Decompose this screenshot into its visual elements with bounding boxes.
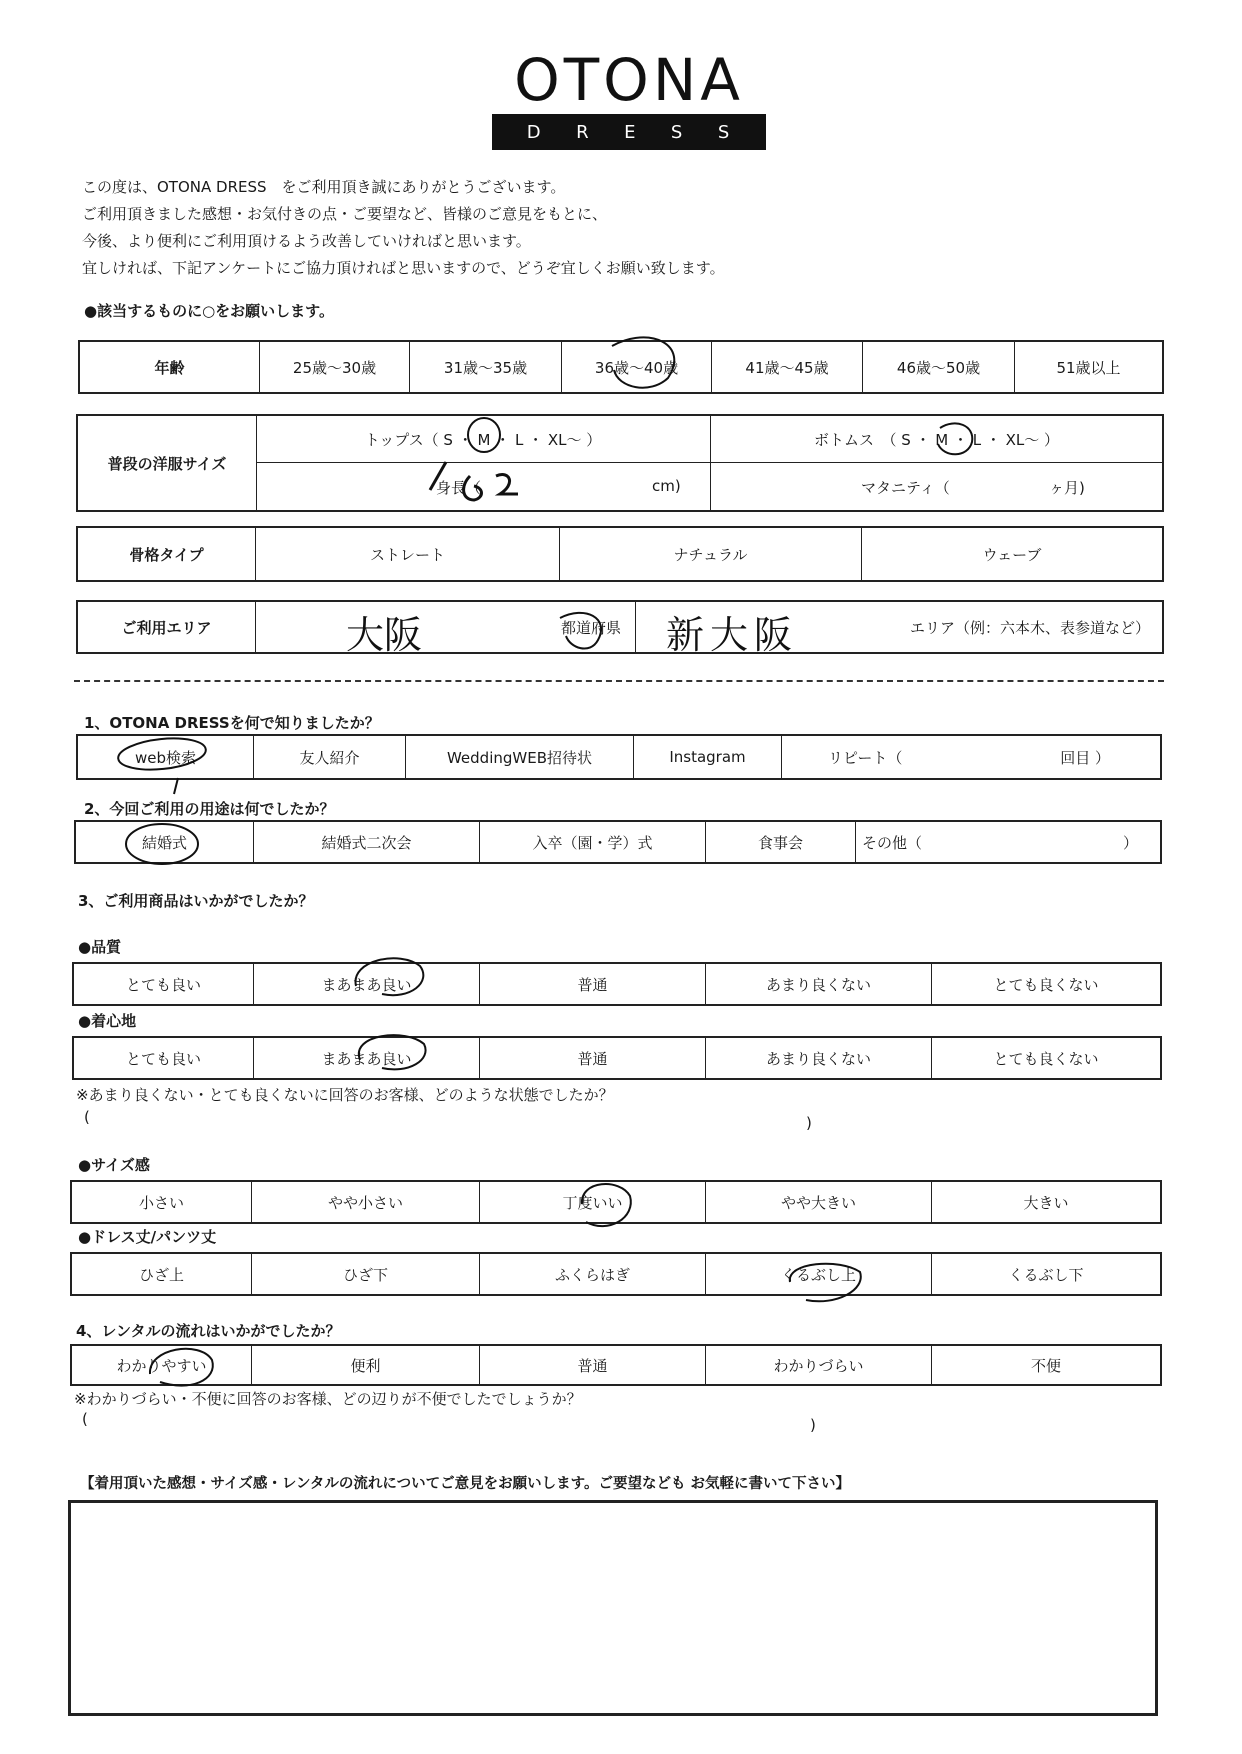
- length-option[interactable]: ひざ上: [72, 1254, 252, 1294]
- q1-title: 1、OTONA DRESSを何で知りましたか？: [84, 714, 380, 732]
- comfort-note-open: (: [84, 1108, 90, 1126]
- age-option[interactable]: 41歳～45歳: [712, 342, 863, 392]
- repeat-count-suffix: 回目 ）: [1060, 748, 1110, 767]
- other-label: その他（: [862, 833, 923, 852]
- q4-note-close: ): [810, 1416, 816, 1434]
- fit-option[interactable]: やや大きい: [706, 1182, 932, 1222]
- q4-option[interactable]: わかりやすい: [72, 1346, 252, 1384]
- q2-option[interactable]: 入卒（園・学）式: [480, 822, 706, 862]
- prefecture-handwritten: 大阪: [346, 613, 423, 657]
- age-option[interactable]: 25歳～30歳: [260, 342, 410, 392]
- area-field[interactable]: [636, 602, 1162, 657]
- q1-row: [76, 734, 1162, 780]
- comfort-option[interactable]: 普通: [480, 1038, 706, 1078]
- bottoms-size-field[interactable]: ボトムス （ S ・ M ・ L ・ XL～ ）: [813, 430, 1060, 449]
- area-suffix: エリア（例：六本木、表参道など）: [909, 618, 1150, 637]
- area-label: ご利用エリア: [78, 602, 256, 652]
- q1-option[interactable]: WeddingWEB招待状: [406, 736, 634, 778]
- q1-option[interactable]: Instagram: [634, 736, 782, 778]
- prefecture-suffix: 都道府県: [560, 618, 621, 637]
- q4-option[interactable]: 便利: [252, 1346, 480, 1384]
- q3-title: 3、ご利用商品はいかがでしたか？: [78, 892, 314, 910]
- q2-option[interactable]: 結婚式: [76, 822, 254, 862]
- q2-row: [74, 820, 1162, 864]
- age-option[interactable]: 46歳～50歳: [863, 342, 1015, 392]
- logo-word: OTONA: [514, 46, 744, 114]
- comfort-note: ※あまり良くない・とても良くないに回答のお客様、どのような状態でしたか？: [76, 1086, 614, 1104]
- frame-type-label: 骨格タイプ: [78, 528, 256, 580]
- fit-option[interactable]: 大きい: [1023, 1193, 1069, 1212]
- q4-note-open: (: [82, 1410, 88, 1428]
- quality-option[interactable]: 普通: [480, 964, 706, 1004]
- maternity-prefix: マタニティ（: [861, 479, 950, 497]
- q1-option[interactable]: 友人紹介: [254, 736, 406, 778]
- comfort-option[interactable]: とても良い: [74, 1038, 254, 1078]
- age-label: 年齢: [80, 342, 260, 392]
- logo-sub-bar: [492, 114, 766, 150]
- prefecture-field[interactable]: [256, 602, 636, 657]
- logo-letter: S: [670, 121, 685, 143]
- age-option[interactable]: 51歳以上: [1056, 358, 1121, 377]
- logo-letter: S: [717, 121, 732, 143]
- quality-option[interactable]: まあまあ良い: [254, 964, 480, 1004]
- q2-other-option[interactable]: [856, 822, 1160, 862]
- quality-option[interactable]: あまり良くない: [706, 964, 932, 1004]
- q2-title: 2、今回ご利用の用途は何でしたか？: [84, 800, 335, 818]
- area-row: [76, 600, 1164, 657]
- intro-line: ご利用頂きました感想・お気付きの点・ご要望など、皆様のご意見をもとに、: [82, 205, 608, 223]
- age-option[interactable]: 36歳～40歳: [562, 342, 712, 392]
- height-suffix: cm): [652, 477, 681, 495]
- quality-option[interactable]: とても良くない: [993, 975, 1099, 994]
- comment-title: 【着用頂いた感想・サイズ感・レンタルの流れについてご意見をお願いします。ご要望なども お気軽に書いて下さい】: [80, 1476, 850, 1492]
- q1-repeat-option[interactable]: [782, 736, 1160, 778]
- comfort-option[interactable]: あまり良くない: [706, 1038, 932, 1078]
- quality-label: ●品質: [78, 938, 122, 956]
- q2-option[interactable]: 食事会: [706, 822, 856, 862]
- q4-option[interactable]: 不便: [1030, 1356, 1061, 1375]
- maternity-suffix: ヶ月): [1049, 479, 1085, 497]
- q4-row: [70, 1344, 1162, 1386]
- fit-option[interactable]: 丁度いい: [480, 1182, 706, 1222]
- quality-option[interactable]: とても良い: [74, 964, 254, 1004]
- logo-letter: E: [624, 121, 638, 143]
- fit-row: [70, 1180, 1162, 1224]
- length-option[interactable]: ふくらはぎ: [480, 1254, 706, 1294]
- age-row: [78, 340, 1164, 394]
- comment-box[interactable]: [68, 1500, 1158, 1716]
- intro-line: この度は、OTONA DRESS をご利用頂き誠にありがとうございます。: [82, 178, 566, 196]
- size-label: 普段の洋服サイズ: [78, 416, 257, 510]
- frame-type-row: [76, 526, 1164, 582]
- brand-logo: [492, 46, 766, 150]
- q4-option[interactable]: 普通: [480, 1346, 706, 1384]
- frame-option[interactable]: ストレート: [256, 528, 560, 580]
- intro-text: [82, 174, 725, 282]
- quality-row: [72, 962, 1162, 1006]
- comfort-option[interactable]: とても良くない: [993, 1049, 1099, 1068]
- instruction: ●該当するものに○をお願いします。: [84, 302, 334, 320]
- logo-letter: R: [576, 121, 591, 143]
- intro-line: 今後、より便利にご利用頂けるよう改善していければと思います。: [82, 232, 531, 250]
- comfort-option[interactable]: まあまあ良い: [254, 1038, 480, 1078]
- length-option[interactable]: くるぶし上: [706, 1254, 932, 1294]
- other-close: ）: [1122, 833, 1138, 852]
- fit-option[interactable]: やや小さい: [252, 1182, 480, 1222]
- comfort-row: [72, 1036, 1162, 1080]
- q4-option[interactable]: わかりづらい: [706, 1346, 932, 1384]
- q2-option[interactable]: 結婚式二次会: [254, 822, 480, 862]
- length-option[interactable]: ひざ下: [252, 1254, 480, 1294]
- intro-line: 宜しければ、下記アンケートにご協力頂ければと思いますので、どうぞ宜しくお願い致します。: [82, 259, 725, 277]
- length-row: [70, 1252, 1162, 1296]
- tops-size-field[interactable]: トップス（ S ・ M ・ L ・ XL～ ）: [364, 430, 602, 449]
- frame-option[interactable]: ナチュラル: [560, 528, 862, 580]
- q4-note: ※わかりづらい・不便に回答のお客様、どの辺りが不便でしたでしょうか？: [74, 1390, 582, 1408]
- length-option[interactable]: くるぶし下: [1008, 1265, 1084, 1284]
- age-option[interactable]: 31歳～35歳: [410, 342, 562, 392]
- comfort-note-close: ): [806, 1114, 812, 1132]
- fit-option[interactable]: 小さい: [72, 1182, 252, 1222]
- maternity-field[interactable]: [711, 463, 1162, 510]
- q4-title: 4、レンタルの流れはいかがでしたか？: [76, 1322, 341, 1340]
- section-divider: [74, 680, 1164, 682]
- mark-web-search-tail: [174, 778, 178, 794]
- frame-option[interactable]: ウェーブ: [982, 545, 1042, 564]
- repeat-label: リピート（: [828, 748, 903, 767]
- height-prefix: 身長（: [436, 479, 482, 497]
- logo-letter: D: [526, 121, 543, 143]
- length-label: ●ドレス丈/パンツ丈: [78, 1228, 217, 1246]
- comfort-label: ●着心地: [78, 1012, 137, 1030]
- q1-option[interactable]: web検索: [78, 736, 254, 778]
- area-handwritten: 新大阪: [666, 613, 799, 657]
- fit-label: ●サイズ感: [78, 1156, 150, 1174]
- height-field[interactable]: [256, 463, 710, 510]
- size-grid: [76, 414, 1164, 512]
